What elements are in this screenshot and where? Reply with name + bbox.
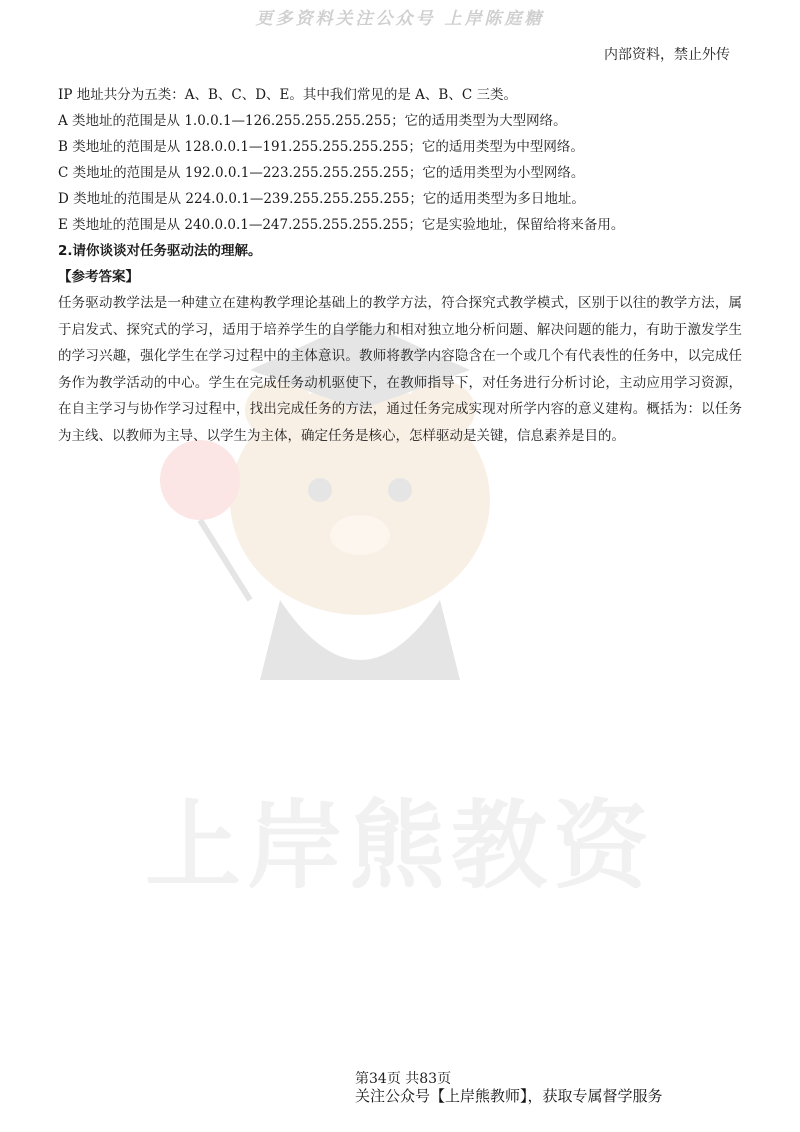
answer-paragraph: 任务驱动教学法是一种建立在建构教学理论基础上的教学方法，符合探究式教学模式，区别于以往的教学方法，属于启发式、探究式的学习，适用于培养学生的自学能力和相对独立地分析问题、解决问题的能力，有助于激发学生的学习兴趣，强化学生在学习过程中的主体意识。教师将教学内容隐含在一个或几个有代表性的任务中，以完成任务作为教学活动的中心。学生在完成任务动机驱使下，在教师指导下，对任务进行分析讨论，主动应用学习资源，在自主学习与协作学习过程中，找出完成任务的方法，通过任务完成实现对所学内容的意义建构。概括为：以任务为主线、以教师为主导、以学生为主体，确定任务是核心，怎样驱动是关键，信息素养是目的。: [58, 295, 742, 444]
document-body: [58, 82, 742, 449]
ip-class-a-line: A 类地址的范围是从 1.0.0.1—126.255.255.255.255；它的适用类型为大型网络。: [58, 113, 567, 129]
ip-class-e-line: E 类地址的范围是从 240.0.0.1—247.255.255.255.255；它是实验地址，保留给将来备用。: [58, 217, 625, 233]
ip-class-c-line: C 类地址的范围是从 192.0.0.1—223.255.255.255.255；它的适用类型为小型网络。: [58, 165, 585, 181]
confidential-label: 内部资料，禁止外传: [604, 47, 730, 63]
top-watermark: 更多资料关注公众号 上岸陈庭糖: [255, 9, 545, 29]
page-number: 第34页 共83页: [355, 1071, 452, 1087]
footer-promo: 关注公众号【上岸熊教师】，获取专属督学服务: [355, 1087, 663, 1105]
large-watermark: 上岸熊教资: [145, 790, 655, 902]
ip-intro-line: IP 地址共分为五类：A、B、C、D、E。其中我们常见的是 A、B、C 三类。: [58, 87, 517, 103]
ip-class-b-line: B 类地址的范围是从 128.0.0.1—191.255.255.255.255；它的适用类型为中型网络。: [58, 139, 584, 155]
question-heading: 2.请你谈谈对任务驱动法的理解。: [58, 243, 262, 259]
answer-label: 【参考答案】: [58, 269, 139, 285]
ip-class-d-line: D 类地址的范围是从 224.0.0.1—239.255.255.255.255；它的适用类型为多日地址。: [58, 191, 585, 207]
